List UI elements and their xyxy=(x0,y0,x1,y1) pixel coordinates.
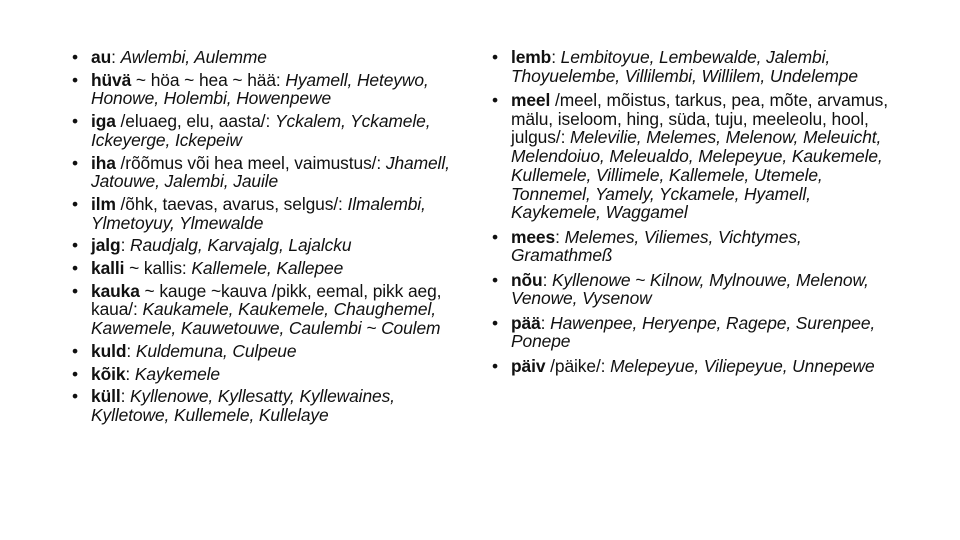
entry-examples: Kaykemele xyxy=(134,363,221,384)
entry-examples: Kaukamele, Kaukemele, Chaughemel, Kawemele, Kauwetouwe, Caulembi ~ Coulem xyxy=(91,299,441,339)
entry-examples: Jhamell, Jatouwe, Jalembi, Jauile xyxy=(91,152,450,192)
right-entry-list xyxy=(492,48,892,375)
list-item xyxy=(72,112,472,149)
list-item xyxy=(492,314,892,351)
entry-examples: Melepeyue, Viliepeyue, Unnepewe xyxy=(610,355,875,376)
entry-examples: Hawenpee, Heryenpe, Ragepe, Surenpee, Ponepe xyxy=(511,312,876,352)
entry-headword: hüvä xyxy=(91,69,132,90)
list-item xyxy=(72,48,472,67)
list-item xyxy=(72,365,472,384)
entry-gloss: : xyxy=(540,312,551,333)
entry-gloss: : xyxy=(555,226,565,247)
entry-gloss: ~ höa ~ hea ~ hää: xyxy=(131,69,286,90)
list-item xyxy=(72,342,472,361)
entry-gloss: : xyxy=(125,363,135,384)
entry-headword: kuld xyxy=(91,340,127,361)
entry-examples: Kallemele, Kallepee xyxy=(191,258,344,279)
list-item xyxy=(492,48,892,85)
entry-examples: Lembitoyue, Lembewalde, Jalembi, Thoyuelembe, Villilembi, Willilem, Undelempe xyxy=(511,47,858,86)
entry-examples: Kyllenowe, Kyllesatty, Kyllewaines, Kylletowe, Kullemele, Kullelaye xyxy=(91,386,395,425)
entry-gloss: : xyxy=(551,47,561,67)
list-item xyxy=(72,387,472,424)
entry-gloss: : xyxy=(542,269,553,290)
entry-headword: jalg xyxy=(91,235,121,256)
entry-examples: Ilmalembi, Ylmetoyuy, Ylmewalde xyxy=(91,193,426,233)
entry-headword: päiv xyxy=(511,355,546,376)
entry-headword: meel xyxy=(511,90,551,110)
entry-headword: lemb xyxy=(511,47,552,67)
entry-examples: Kuldemuna, Culpeue xyxy=(135,340,297,361)
entry-gloss: : xyxy=(120,235,131,256)
left-entry-list xyxy=(72,48,472,425)
right-column xyxy=(492,48,892,381)
entry-examples: Kyllenowe ~ Kilnow, Mylnouwe, Melenow, Venowe, Vysenow xyxy=(511,269,869,309)
list-item xyxy=(492,228,892,265)
entry-headword: mees xyxy=(511,226,556,247)
list-item xyxy=(72,259,472,278)
entry-examples: Raudjalg, Karvajalg, Lajalcku xyxy=(130,235,352,256)
list-item xyxy=(492,271,892,308)
entry-gloss: /päike/: xyxy=(545,355,611,376)
list-item xyxy=(492,357,892,376)
list-item xyxy=(492,91,892,222)
entry-headword: pää xyxy=(511,312,541,333)
list-item xyxy=(72,236,472,255)
entry-headword: nõu xyxy=(511,269,543,290)
entry-headword: kauka xyxy=(91,280,140,301)
entry-gloss: /meel, mõistus, tarkus, pea, mõte, arvamus, mälu, iseloom, hing, süda, tuju, meeleolu, hool, julgus/: xyxy=(511,90,888,148)
entry-headword: kõik xyxy=(91,363,126,384)
entry-gloss: /rõõmus või hea meel, vaimustus/: xyxy=(115,152,386,173)
entry-examples: Melemes, Viliemes, Vichtymes, Gramathmeß xyxy=(511,226,802,266)
entry-examples: Melevilie, Melemes, Melenow, Meleuicht, Melendoiuo, Meleualdo, Melepeyue, Kaukemele, Kullemele, Villimele, Kallemele, Utemele, Tonnemel, Yamely, Yckamele, Hyamell, Kaykemele, Waggamel xyxy=(511,127,883,223)
entry-examples: Awlembi, Aulemme xyxy=(120,47,267,67)
entry-headword: au xyxy=(91,47,112,67)
entry-gloss: ~ kallis: xyxy=(124,258,192,279)
list-item xyxy=(72,71,472,108)
entry-headword: kalli xyxy=(91,258,125,279)
entry-headword: iha xyxy=(91,152,116,173)
entry-gloss: ~ kauge ~kauva /pikk, eemal, pikk aeg, kaua/: xyxy=(91,280,442,320)
entry-gloss: : xyxy=(120,386,131,407)
entry-examples: Yckalem, Yckamele, Ickeyerge, Ickepeiw xyxy=(91,111,431,150)
entry-gloss: : xyxy=(111,47,121,67)
entry-headword: ilm xyxy=(91,193,116,214)
list-item xyxy=(72,282,472,338)
entry-headword: iga xyxy=(91,111,116,132)
entry-headword: küll xyxy=(91,386,121,407)
entry-gloss: /õhk, taevas, avarus, selgus/: xyxy=(115,193,348,214)
list-item xyxy=(72,195,472,232)
list-item xyxy=(72,154,472,191)
entry-gloss: /eluaeg, elu, aasta/: xyxy=(115,111,275,132)
entry-examples: Hyamell, Heteywo, Honowe, Holembi, Howenpewe xyxy=(91,69,429,109)
entry-gloss: : xyxy=(126,340,136,361)
left-column xyxy=(72,48,472,429)
